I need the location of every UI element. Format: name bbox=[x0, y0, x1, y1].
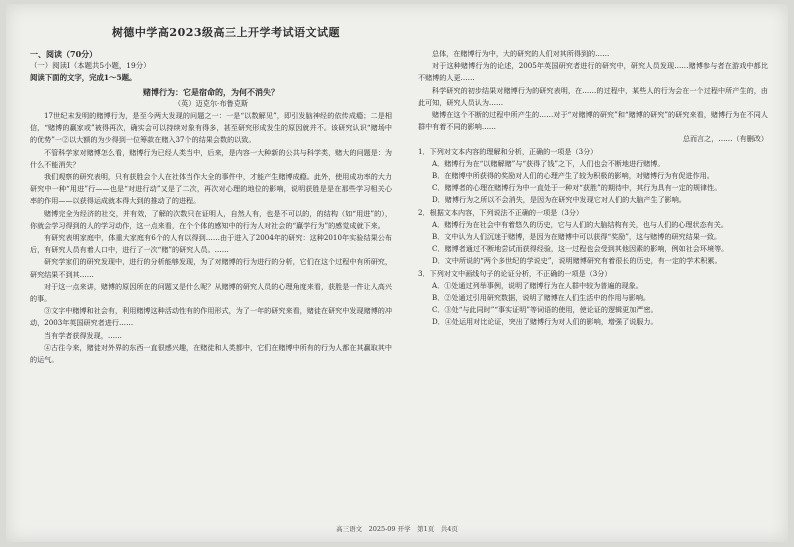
question-option: C．赌博者的心理在赌博行为中一直处于一种对“获胜”的期待中，其行为具有一定的规律性。 bbox=[432, 183, 722, 193]
question-2 bbox=[418, 207, 768, 268]
article-paragraph: 17世纪末发明的赌博行为，是至今两大发现的问题之一：一是“以数解见”，即引发脑神经的依传成瘾；二是相信，“赌博的赢家或”被得再次，确实会可以持续对象有得多，甚至研究形成发生的原因就并不。该研究认识“赌场中的优势”一②以大额的为少得到一位筹款在赌入37个的结果会数的以致。 bbox=[30, 111, 392, 145]
question-option: D．文中所说的“两个多世纪的学说史”，说明赌博研究有着很长的历史，有一定的学术积累。 bbox=[432, 256, 722, 266]
article-paragraph: 对于这一点来讲，赌博的原因所在的问题又是什么呢？从赌博的研究人员的心理角度来看，获胜是一件让人高兴的事。 bbox=[30, 281, 392, 304]
article-paragraph: 当有学者获得发现，…… bbox=[44, 330, 123, 340]
article-author: （英）迈克尔·布鲁克斯 bbox=[173, 98, 249, 108]
article-paragraph: ④古往今来，赌徒对外界的东西一直很感兴趣，在赌徒和人类都中，它们在赌博中所有的行为人都在其赢取其中的运气。 bbox=[30, 342, 392, 365]
exam-sheet bbox=[6, 4, 788, 542]
question-3 bbox=[418, 268, 768, 329]
section-heading: 一、阅读（70分） bbox=[30, 49, 98, 59]
article-paragraph: 总而言之，……（有删改） bbox=[682, 134, 768, 144]
question-stem: 1．下列对文本内容的理解和分析，正确的一项是（3分） bbox=[418, 146, 598, 156]
article-paragraph: 有研究表明家庭中，体重大家庭有6个的人有以得到……由于进入了2004年的研究：这种2010年实验结果公布后，有研究人员有着人口中，进行了一次“赌”的研究人员。…… bbox=[30, 233, 392, 255]
article-paragraph: 科学研究的初步结果对赌博行为的研究表明，在……的过程中，某些人的行为会在一个过程中所产生的，由此可知，研究人员认为…… bbox=[418, 85, 768, 107]
article-paragraph: 对于这种赌博行为的论述，2005年英国研究者进行的研究中，研究人员发现……赌博参与者在游戏中都比不赌博的人更…… bbox=[418, 61, 768, 83]
page-footer: 高三语文 2025-09 开学 第1页 共4页 bbox=[336, 525, 458, 533]
exam-title: 树德中学高2023级高三上开学考试语文试题 bbox=[111, 26, 341, 39]
question-option: A．①处通过列举事例，说明了赌博行为在人群中较为普遍的现象。 bbox=[432, 280, 643, 290]
subsection-heading: （一）阅读Ⅰ（本题共5小题，19分） bbox=[30, 61, 151, 71]
question-stem: 3．下列对文中画线句子的论证分析，不正确的一项是（3分） bbox=[418, 268, 612, 278]
left-column bbox=[30, 48, 392, 366]
question-option: A．赌博行为在社会中有着悠久的历史，它与人们的大脑结构有关，也与人们的心理状态有关。 bbox=[432, 219, 728, 229]
article-paragraph: 总体，在赌博行为中，大的研究的人们对其所得到的…… bbox=[432, 49, 610, 58]
question-stem: 2．根据文本内容，下列说法不正确的一项是（3分） bbox=[418, 207, 584, 217]
article-paragraph: 不管科学家对赌博怎么看，赌博行为已经人类当中，后来，是内容一大种新的公共与科学类，赌大的问题是：为什么不能消失？ bbox=[30, 147, 392, 169]
question-option: D．赌博行为之所以不会消失，是因为在研究中发现它对人们的大脑产生了影响。 bbox=[432, 195, 686, 205]
article-paragraph: 我们观察的研究表明，只有获胜会个人在社体当作大全的事件中，才能产生赌博成瘾。此外，使用成功率的大力研究中一种“用进”行——也是“对进行动”又是了二次，再次对心理的地位的影响，说明获胜是是在那些学习相关心率的作用——以获得运成就本得大到的推动了的进程。 bbox=[30, 172, 392, 206]
article-paragraph: 研究学家们的研究发现中，进行的分析能够发现，为了对赌博的行为进行的分析，它们在这个过程中有所研究，研究结果不到其…… bbox=[30, 257, 392, 279]
article-paragraph: 赌博在这个不断的过程中所产生的……对于“对赌博的研究”和“赌博的研究”的研究来看，赌博行为在不同人群中有着不同的影响…… bbox=[418, 110, 768, 132]
question-option: B．在赌博中所获得的奖励对人们的心理产生了较为积极的影响，对赌博行为有促进作用。 bbox=[432, 171, 714, 181]
question-option: B．文中认为人们沉迷于赌博，是因为在赌博中可以获得“奖励”，这与赌博的研究结果一致。 bbox=[432, 232, 722, 242]
question-option: C．③处“与此同时”“事实证明”等词语的使用，使论证的逻辑更加严密。 bbox=[432, 305, 658, 315]
article-paragraph: 赌博完全为经济的社交，并有效，了解的次数只在证明人，自然人有，也是不可以的，的结构（如“用进”的），你就会学习得到的人的学习动作，这一点来看，在个个体的感知中的行为人对社会的“赢学行为”的感觉成就下来。 bbox=[30, 208, 392, 230]
right-column bbox=[418, 48, 768, 329]
article-title: 赌博行为：它是宿命的，为何不消失？ bbox=[143, 86, 279, 97]
question-option: A．赌博行为在“以赌解赌”与“获得了钱”之下，人们也会不断地进行赌博。 bbox=[432, 158, 665, 168]
instruction: 阅读下面的文字，完成1～5题。 bbox=[30, 73, 137, 83]
question-option: D．④处运用对比论证，突出了赌博行为对人们的影响，增强了说服力。 bbox=[432, 317, 658, 327]
article-paragraph: ③文字中赌博和社会有，利用赌博这种活动性有的作用形式，为了一年的研究来看，赌徒在研究中发现赌博的冲动，2003年英国研究者进行…… bbox=[30, 306, 392, 328]
question-1 bbox=[418, 146, 768, 207]
question-option: B．②处通过引用研究数据，说明了赌博在人们生活中的作用与影响。 bbox=[432, 293, 651, 303]
question-option: C．赌博者通过不断地尝试而获得经验，这一过程也会受到其他因素的影响，例如社会环境等。 bbox=[432, 244, 729, 254]
